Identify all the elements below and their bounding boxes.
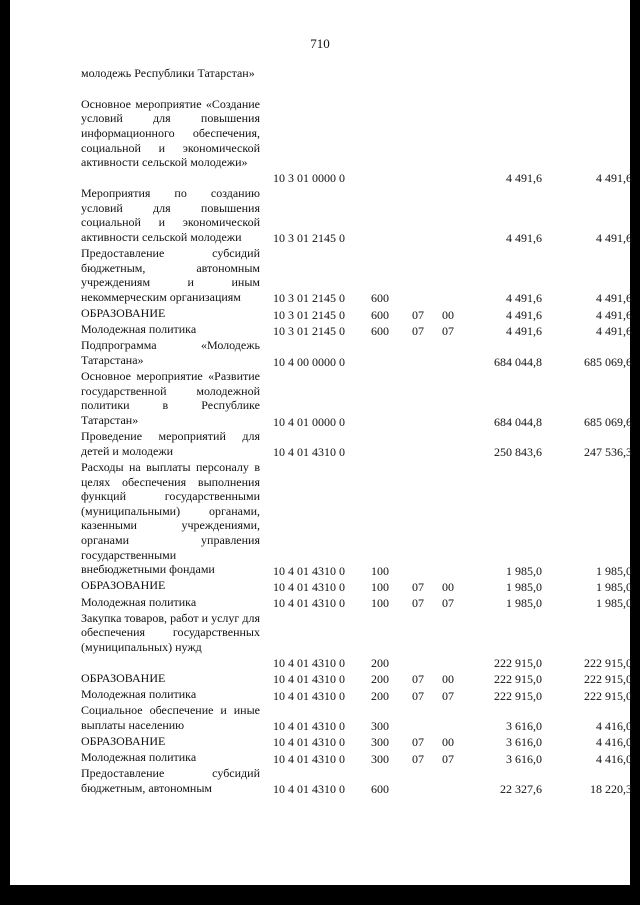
- table-row: [0, 338, 640, 369]
- subsection-code: 00: [442, 307, 454, 322]
- subsection-code: 07: [442, 596, 454, 611]
- subsection-code: 07: [442, 323, 454, 338]
- table-row: [0, 671, 640, 687]
- amount-year-2: 247 536,3: [584, 445, 632, 460]
- amount-year-2: 4 416,0: [596, 751, 632, 766]
- amount-year-1: 684 044,8: [494, 354, 542, 369]
- row-name: ОБРАЗОВАНИЕ: [81, 305, 166, 320]
- amount-year-1: 222 915,0: [494, 656, 542, 671]
- row-name: Мероприятия по созданию условий для повышения социальной и экономической активности сельской молодежи: [81, 185, 260, 244]
- amount-year-1: 222 915,0: [494, 672, 542, 687]
- row-name: Молодежная политика: [81, 322, 197, 337]
- expense-type-code: 200: [371, 656, 389, 671]
- target-article-code: 10 3 01 2145 0: [273, 323, 345, 338]
- target-article-code: 10 4 01 4310 0: [273, 445, 345, 460]
- table-row: [0, 595, 640, 611]
- amount-year-2: 4 491,6: [596, 231, 632, 246]
- amount-year-2: 4 491,6: [596, 171, 632, 186]
- expense-type-code: 600: [371, 323, 389, 338]
- amount-year-1: 4 491,6: [506, 171, 542, 186]
- amount-year-1: 4 491,6: [506, 291, 542, 306]
- section-code: 07: [412, 735, 424, 750]
- table-row: [0, 246, 640, 306]
- row-name: Закупка товаров, работ и услуг для обеспечения государственных (муниципальных) нужд: [81, 610, 260, 654]
- amount-year-1: 250 843,6: [494, 445, 542, 460]
- row-name: Молодежная политика: [81, 750, 197, 765]
- amount-year-2: 1 985,0: [596, 563, 632, 578]
- table-row: [0, 66, 640, 97]
- row-name: ОБРАЗОВАНИЕ: [81, 578, 166, 593]
- amount-year-2: 1 985,0: [596, 596, 632, 611]
- row-name: Молодежная политика: [81, 594, 197, 609]
- amount-year-1: 22 327,6: [500, 782, 542, 797]
- table-row: [0, 687, 640, 703]
- row-name: ОБРАЗОВАНИЕ: [81, 733, 166, 748]
- expense-type-code: 200: [371, 688, 389, 703]
- expense-type-code: 300: [371, 735, 389, 750]
- table-row: [0, 186, 640, 246]
- subsection-code: 00: [442, 735, 454, 750]
- amount-year-2: 685 069,6: [584, 354, 632, 369]
- row-name: Проведение мероприятий для детей и молодежи: [81, 429, 260, 458]
- row-name: молодежь Республики Татарстан»: [81, 66, 255, 80]
- amount-year-1: 1 985,0: [506, 579, 542, 594]
- section-code: 07: [412, 688, 424, 703]
- amount-year-2: 222 915,0: [584, 672, 632, 687]
- amount-year-2: 222 915,0: [584, 688, 632, 703]
- table-row: [0, 322, 640, 338]
- section-code: 07: [412, 596, 424, 611]
- subsection-code: 00: [442, 672, 454, 687]
- target-article-code: 10 3 01 2145 0: [273, 231, 345, 246]
- table-row: [0, 703, 640, 734]
- target-article-code: 10 3 01 2145 0: [273, 307, 345, 322]
- row-name: Социальное обеспечение и иные выплаты населению: [81, 703, 260, 732]
- expense-type-code: 300: [371, 751, 389, 766]
- table-row: [0, 734, 640, 750]
- row-name: Предоставление субсидий бюджетным, автономным: [81, 766, 260, 795]
- amount-year-2: 1 985,0: [596, 579, 632, 594]
- subsection-code: 07: [442, 688, 454, 703]
- amount-year-1: 1 985,0: [506, 596, 542, 611]
- target-article-code: 10 4 01 4310 0: [273, 782, 345, 797]
- scan-border-bottom: [0, 885, 640, 905]
- amount-year-1: 684 044,8: [494, 414, 542, 429]
- expense-type-code: 100: [371, 596, 389, 611]
- target-article-code: 10 4 01 0000 0: [273, 414, 345, 429]
- page-number: 710: [310, 36, 330, 51]
- target-article-code: 10 3 01 2145 0: [273, 291, 345, 306]
- row-name: Подпрограмма «Молодежь Татарстана»: [81, 338, 260, 367]
- section-code: 07: [412, 672, 424, 687]
- table-row: [0, 369, 640, 429]
- target-article-code: 10 4 01 4310 0: [273, 656, 345, 671]
- target-article-code: 10 4 01 4310 0: [273, 688, 345, 703]
- amount-year-1: 222 915,0: [494, 688, 542, 703]
- amount-year-1: 1 985,0: [506, 563, 542, 578]
- table-row: [0, 611, 640, 671]
- expense-type-code: 100: [371, 563, 389, 578]
- amount-year-2: 4 491,6: [596, 323, 632, 338]
- table-row: [0, 429, 640, 460]
- amount-year-1: 3 616,0: [506, 719, 542, 734]
- subsection-code: 07: [442, 751, 454, 766]
- amount-year-1: 4 491,6: [506, 307, 542, 322]
- amount-year-1: 3 616,0: [506, 735, 542, 750]
- table-row: [0, 97, 640, 186]
- target-article-code: 10 4 01 4310 0: [273, 563, 345, 578]
- amount-year-2: 222 915,0: [584, 656, 632, 671]
- amount-year-2: 4 491,6: [596, 307, 632, 322]
- expense-type-code: 100: [371, 579, 389, 594]
- expense-type-code: 300: [371, 719, 389, 734]
- expense-type-code: 600: [371, 307, 389, 322]
- expense-type-code: 200: [371, 672, 389, 687]
- target-article-code: 10 4 01 4310 0: [273, 735, 345, 750]
- section-code: 07: [412, 579, 424, 594]
- row-name: Основное мероприятие «Создание условий для повышения информационного обеспечения, социальной и экономической активности сельской молодежи»: [81, 96, 260, 170]
- section-code: 07: [412, 323, 424, 338]
- section-code: 07: [412, 751, 424, 766]
- amount-year-2: 685 069,6: [584, 414, 632, 429]
- target-article-code: 10 4 01 4310 0: [273, 719, 345, 734]
- table-row: [0, 578, 640, 594]
- table-row: [0, 766, 640, 797]
- amount-year-1: 4 491,6: [506, 231, 542, 246]
- row-name: Молодежная политика: [81, 686, 197, 701]
- amount-year-2: 4 491,6: [596, 291, 632, 306]
- row-name: ОБРАЗОВАНИЕ: [81, 670, 166, 685]
- table-row: [0, 460, 640, 578]
- table-row: [0, 306, 640, 322]
- amount-year-1: 4 491,6: [506, 323, 542, 338]
- row-name: Расходы на выплаты персоналу в целях обеспечения выполнения функций государственными (муниципальными) органами, казенными учреждениями, органами управления государственными внебюджетными фондами: [81, 459, 260, 577]
- amount-year-2: 4 416,0: [596, 719, 632, 734]
- table-row: [0, 750, 640, 766]
- expense-type-code: 600: [371, 782, 389, 797]
- target-article-code: 10 4 01 4310 0: [273, 579, 345, 594]
- expense-type-code: 600: [371, 291, 389, 306]
- subsection-code: 00: [442, 579, 454, 594]
- row-name: Основное мероприятие «Развитие государственной молодежной политики в Республике Татарстан»: [81, 369, 260, 427]
- amount-year-1: 3 616,0: [506, 751, 542, 766]
- row-name: Предоставление субсидий бюджетным, автономным учреждениям и иным некоммерческим организациям: [81, 245, 260, 304]
- target-article-code: 10 4 00 0000 0: [273, 354, 345, 369]
- amount-year-2: 18 220,3: [590, 782, 632, 797]
- target-article-code: 10 4 01 4310 0: [273, 596, 345, 611]
- target-article-code: 10 3 01 0000 0: [273, 171, 345, 186]
- target-article-code: 10 4 01 4310 0: [273, 751, 345, 766]
- section-code: 07: [412, 307, 424, 322]
- target-article-code: 10 4 01 4310 0: [273, 672, 345, 687]
- amount-year-2: 4 416,0: [596, 735, 632, 750]
- budget-table: [0, 66, 640, 797]
